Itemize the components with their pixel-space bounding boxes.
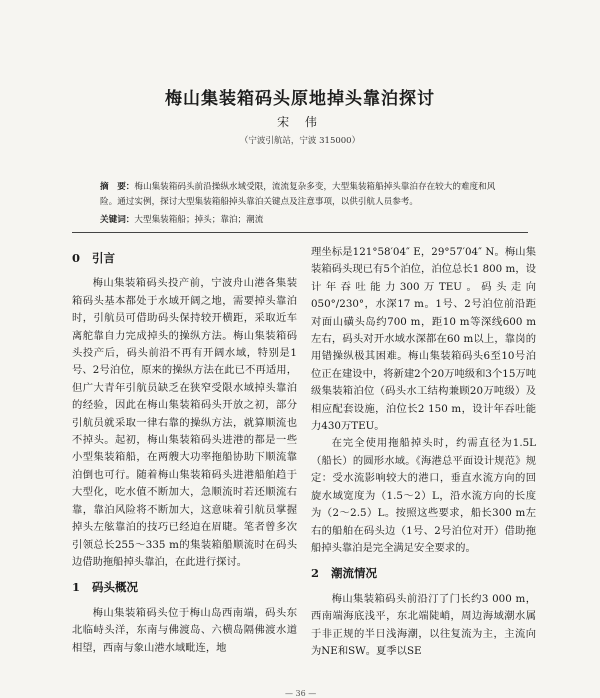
keywords-label: 关键词：	[100, 215, 135, 225]
section-title: 码头概况	[92, 580, 138, 595]
body-paragraph: 梅山集装箱码头前沿汀了门长约3 000 m，西南端海底浅平，东北端陡峭，周边海域潮水属于非正规的半日浅海潮，以往复流为主，主流向为NE和SW。夏季以SE	[311, 592, 536, 657]
page-number: — 36 —	[285, 689, 317, 698]
section-number: 2	[311, 566, 320, 581]
body-paragraph: 梅山集装箱码头位于梅山岛西南端，码头东北临峙头洋，东南与佛渡岛、六横岛隔佛渡水道相望，西南与象山港水域毗连，地	[72, 606, 297, 654]
abstract-text: 梅山集装箱码头前沿操纵水域受限，流流复杂多变，大型集装箱船掉头靠泊存在较大的难度和风险。通过实例，探讨大型集装箱船掉头靠泊关键点及注意事项，以供引航人员参考。	[100, 182, 496, 207]
abstract	[100, 180, 512, 210]
author-affiliation: （宁波引航站，宁波 315000）	[239, 136, 361, 146]
paper-title: 梅山集装箱码头原地掉头靠泊探讨	[165, 89, 435, 109]
left-column	[72, 244, 297, 657]
section-number: 0	[72, 251, 81, 265]
right-column	[311, 244, 536, 660]
section-heading-terminal	[72, 579, 297, 596]
body-paragraph: 在完全使用拖船掉头时，约需直径为1.5L（船长）的圆形水域。《海港总平面设计规范》规定：受水流影响较大的港口，垂直水流方向的回旋水域宽度为（1.5～2）L，沿水流方向的长度为（2～2.5）L。按照这些要求，船长300 m左右的船舶在码头边（1号、2号泊位对开）借助拖船掉头靠泊是完全满足安全要求的。	[311, 437, 536, 554]
header-divider	[72, 232, 528, 233]
keywords	[100, 213, 512, 225]
body-paragraph: 理坐标是121°58′04″ E，29°57′04″ N。梅山集装箱码头现已有5个泊位，泊位总长1 800 m，设计年吞吐能力300万TEU。码头走向050°/230°，水深17 m。1号、2号泊位前沿距对面山磺头岛约700 m，距10 m等深线600 m左右，码头对开水域水深都在60 m以上，靠岗的用错操纵极其困难。梅山集装箱码头6至10号泊位正在建设中，将新建2个20万吨级和3个15万吨级集装箱泊位（码头水工结构兼顾20万吨级）及相应配套设施，泊位长2 150 m，设计年吞吐能力430万TEU。	[311, 246, 536, 433]
author-name: 宋 伟	[277, 115, 323, 129]
section-heading-intro	[72, 250, 297, 267]
section-title: 潮流情况	[331, 566, 377, 581]
body-paragraph: 梅山集装箱码头投产前，宁波舟山港各集装箱码头基本都处于水域开阔之地，需要掉头靠泊时，引航员可借助码头保持较开横距，采取近车离舵靠自力完成掉头的操纵方法。梅山集装箱码头投产后，码头前沿不再有开阔水域，特别是1号、2号泊位，原来的操纵方法在此已不再适用，但广大青年引航员缺乏在狭窄受限水域掉头靠泊的经验，因此在梅山集装箱码头开放之初，部分引航员就采取一律右靠的操纵方法，就算顺流也不掉头。起初，梅山集装箱码头进港的都是一些小型集装箱船，在两艘大功率拖船协助下顺流靠泊倒也可行。随着梅山集装箱码头进港船舶趋于大型化，吃水值不断加大，急顺流时若还顺流右靠，靠泊风险将不断加大，这意味着引航员掌握掉头左舷靠泊的技巧已经迫在眉睫。笔者曾多次引领总长255～335 m的集装箱船顺流时在码头边借助拖船掉头靠泊，在此进行探讨。	[72, 277, 297, 568]
abstract-label: 摘 要：	[100, 182, 135, 192]
keywords-text: 大型集装箱船；掉头；靠泊；潮流	[134, 215, 264, 225]
section-title: 引言	[92, 251, 115, 265]
section-number: 1	[72, 580, 81, 595]
section-heading-tide	[311, 565, 536, 582]
